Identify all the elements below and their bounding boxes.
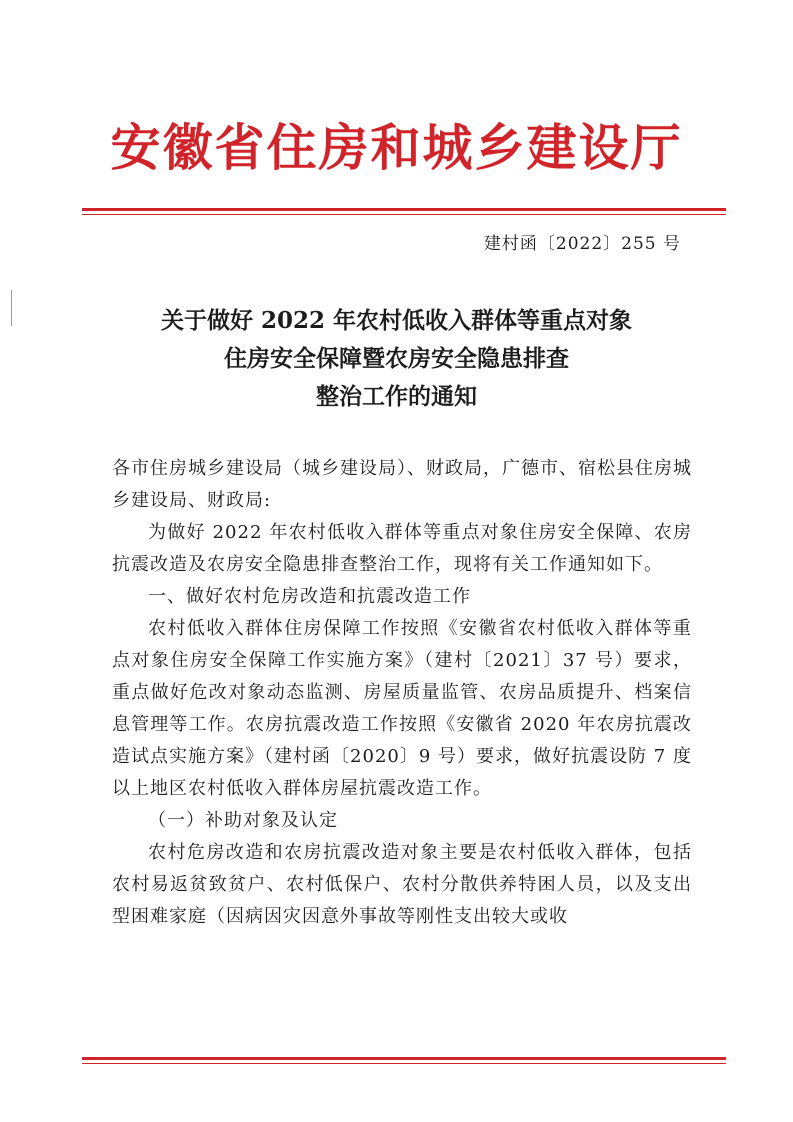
title-line: 住房安全保障暨农房安全隐患排查: [224, 345, 569, 372]
masthead-org-name: 安徽省住房和城乡建设厅: [110, 119, 683, 177]
footer-red-rule: [82, 1057, 726, 1064]
red-rule-thick-line: [82, 208, 726, 211]
subsection-heading: （一）补助对象及认定: [148, 810, 338, 831]
document-body: [112, 453, 692, 933]
addressee: 各市住房城乡建设局（城乡建设局）、财政局，广德市、宿松县住房城乡建设局、财政局:: [112, 458, 692, 511]
document-title: [0, 302, 793, 416]
masthead-red-rule: [82, 208, 726, 215]
document-number: 建村函〔2022〕255 号: [483, 234, 681, 254]
red-rule-thin-line: [82, 1063, 726, 1064]
section-heading: 一、做好农村危房改造和抗震改造工作: [148, 586, 471, 607]
subsection-paragraph: 农村危房改造和农房抗震改造对象主要是农村低收入群体，包括农村易返贫致贫户、农村低保户、农村分散供养特困人员，以及支出型困难家庭（因病因灾因意外事故等刚性支出较大或收: [112, 842, 692, 927]
red-rule-thin-line: [82, 214, 726, 215]
section-paragraph: 农村低收入群体住房保障工作按照《安徽省农村低收入群体等重点对象住房安全保障工作实施方案》（建村〔2021〕37 号）要求，重点做好危改对象动态监测、房屋质量监管、农房品质提升、档案信息管理等工作。农房抗震改造工作按照《安徽省 2020 年农房抗震改造试点实施方案》（建村函〔2020〕9 号）要求，做好抗震设防 7 度以上地区农村低收入群体房屋抗震改造工作。: [112, 618, 692, 799]
title-line: 整治工作的通知: [316, 383, 477, 410]
title-line: 关于做好 2022 年农村低收入群体等重点对象: [160, 307, 633, 334]
red-rule-thick-line: [82, 1057, 726, 1060]
intro-paragraph: 为做好 2022 年农村低收入群体等重点对象住房安全保障、农房抗震改造及农房安全隐患排查整治工作，现将有关工作通知如下。: [112, 522, 692, 575]
